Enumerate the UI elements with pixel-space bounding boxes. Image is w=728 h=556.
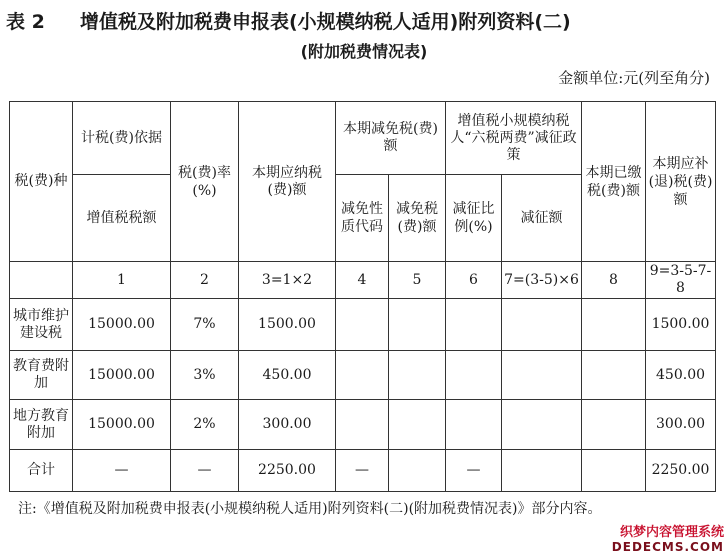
total-reduction-ratio: — bbox=[446, 450, 502, 492]
row-basis: 15000.00 bbox=[73, 299, 171, 351]
row-reduction-code bbox=[336, 400, 389, 450]
header-reduction-amount: 减免税(费)额 bbox=[389, 175, 446, 262]
col-number: 4 bbox=[336, 262, 389, 299]
watermark-line-1: 织梦内容管理系统 bbox=[619, 525, 724, 540]
row-payable: 300.00 bbox=[239, 400, 336, 450]
row-reduction-code bbox=[336, 299, 389, 351]
total-refund: 2250.00 bbox=[646, 450, 716, 492]
total-label: 合计 bbox=[10, 450, 73, 492]
table-row bbox=[10, 351, 716, 400]
row-paid bbox=[582, 400, 646, 450]
header-reduction-sum: 减征额 bbox=[502, 175, 582, 262]
total-row bbox=[10, 450, 716, 492]
row-basis: 15000.00 bbox=[73, 400, 171, 450]
amount-unit-note: 金额单位:元(列至角分) bbox=[558, 69, 710, 87]
col-number: 7=(3-5)×6 bbox=[502, 262, 582, 299]
row-refund: 1500.00 bbox=[646, 299, 716, 351]
col-number-blank bbox=[10, 262, 73, 299]
row-reduction-amount bbox=[389, 351, 446, 400]
total-paid bbox=[582, 450, 646, 492]
table-number: 表 2 bbox=[6, 11, 45, 33]
site-watermark bbox=[612, 525, 724, 554]
document-subtitle: (附加税费情况表) bbox=[300, 42, 428, 61]
header-payable: 本期应纳税(费)额 bbox=[239, 102, 336, 262]
row-refund: 300.00 bbox=[646, 400, 716, 450]
table-row bbox=[10, 400, 716, 450]
row-rate: 3% bbox=[171, 351, 239, 400]
header-rate: 税(费)率(%) bbox=[171, 102, 239, 262]
header-tax-type: 税(费)种 bbox=[10, 102, 73, 262]
row-rate: 2% bbox=[171, 400, 239, 450]
header-paid: 本期已缴税(费)额 bbox=[582, 102, 646, 262]
row-reduction-sum bbox=[502, 400, 582, 450]
row-tax-name: 教育费附加 bbox=[10, 351, 73, 400]
header-basis-group: 计税(费)依据 bbox=[73, 102, 171, 175]
row-tax-name: 城市维护建设税 bbox=[10, 299, 73, 351]
row-reduction-amount bbox=[389, 299, 446, 351]
header-six-taxes-group: 增值税小规模纳税人“六税两费”减征政策 bbox=[446, 102, 582, 175]
row-reduction-sum bbox=[502, 351, 582, 400]
table-row bbox=[10, 299, 716, 351]
row-reduction-ratio bbox=[446, 299, 502, 351]
row-rate: 7% bbox=[171, 299, 239, 351]
header-reduction-group: 本期减免税(费)额 bbox=[336, 102, 446, 175]
watermark-line-2: DEDECMS.COM bbox=[611, 540, 724, 554]
column-number-row bbox=[10, 262, 716, 299]
title-text: 增值税及附加税费申报表(小规模纳税人适用)附列资料(二) bbox=[80, 11, 571, 33]
col-number: 9=3-5-7-8 bbox=[646, 262, 716, 299]
document-title bbox=[6, 2, 722, 42]
header-basis-vat: 增值税税额 bbox=[73, 175, 171, 262]
col-number: 8 bbox=[582, 262, 646, 299]
row-refund: 450.00 bbox=[646, 351, 716, 400]
row-reduction-amount bbox=[389, 400, 446, 450]
total-reduction-code: — bbox=[336, 450, 389, 492]
col-number: 3=1×2 bbox=[239, 262, 336, 299]
row-paid bbox=[582, 351, 646, 400]
row-reduction-code bbox=[336, 351, 389, 400]
row-reduction-ratio bbox=[446, 351, 502, 400]
row-payable: 450.00 bbox=[239, 351, 336, 400]
header-reduction-code: 减免性质代码 bbox=[336, 175, 389, 262]
col-number: 5 bbox=[389, 262, 446, 299]
col-number: 6 bbox=[446, 262, 502, 299]
footnote: 注:《增值税及附加税费申报表(小规模纳税人适用)附列资料(二)(附加税费情况表)》部分内容。 bbox=[18, 501, 602, 517]
row-paid bbox=[582, 299, 646, 351]
header-reduction-ratio: 减征比例(%) bbox=[446, 175, 502, 262]
col-number: 2 bbox=[171, 262, 239, 299]
total-reduction-sum bbox=[502, 450, 582, 492]
total-payable: 2250.00 bbox=[239, 450, 336, 492]
row-reduction-sum bbox=[502, 299, 582, 351]
row-basis: 15000.00 bbox=[73, 351, 171, 400]
total-rate: — bbox=[171, 450, 239, 492]
col-number: 1 bbox=[73, 262, 171, 299]
total-basis: — bbox=[73, 450, 171, 492]
row-reduction-ratio bbox=[446, 400, 502, 450]
row-tax-name: 地方教育附加 bbox=[10, 400, 73, 450]
total-reduction-amount bbox=[389, 450, 446, 492]
header-refund: 本期应补(退)税(费)额 bbox=[646, 102, 716, 262]
surcharge-table bbox=[9, 101, 716, 492]
row-payable: 1500.00 bbox=[239, 299, 336, 351]
